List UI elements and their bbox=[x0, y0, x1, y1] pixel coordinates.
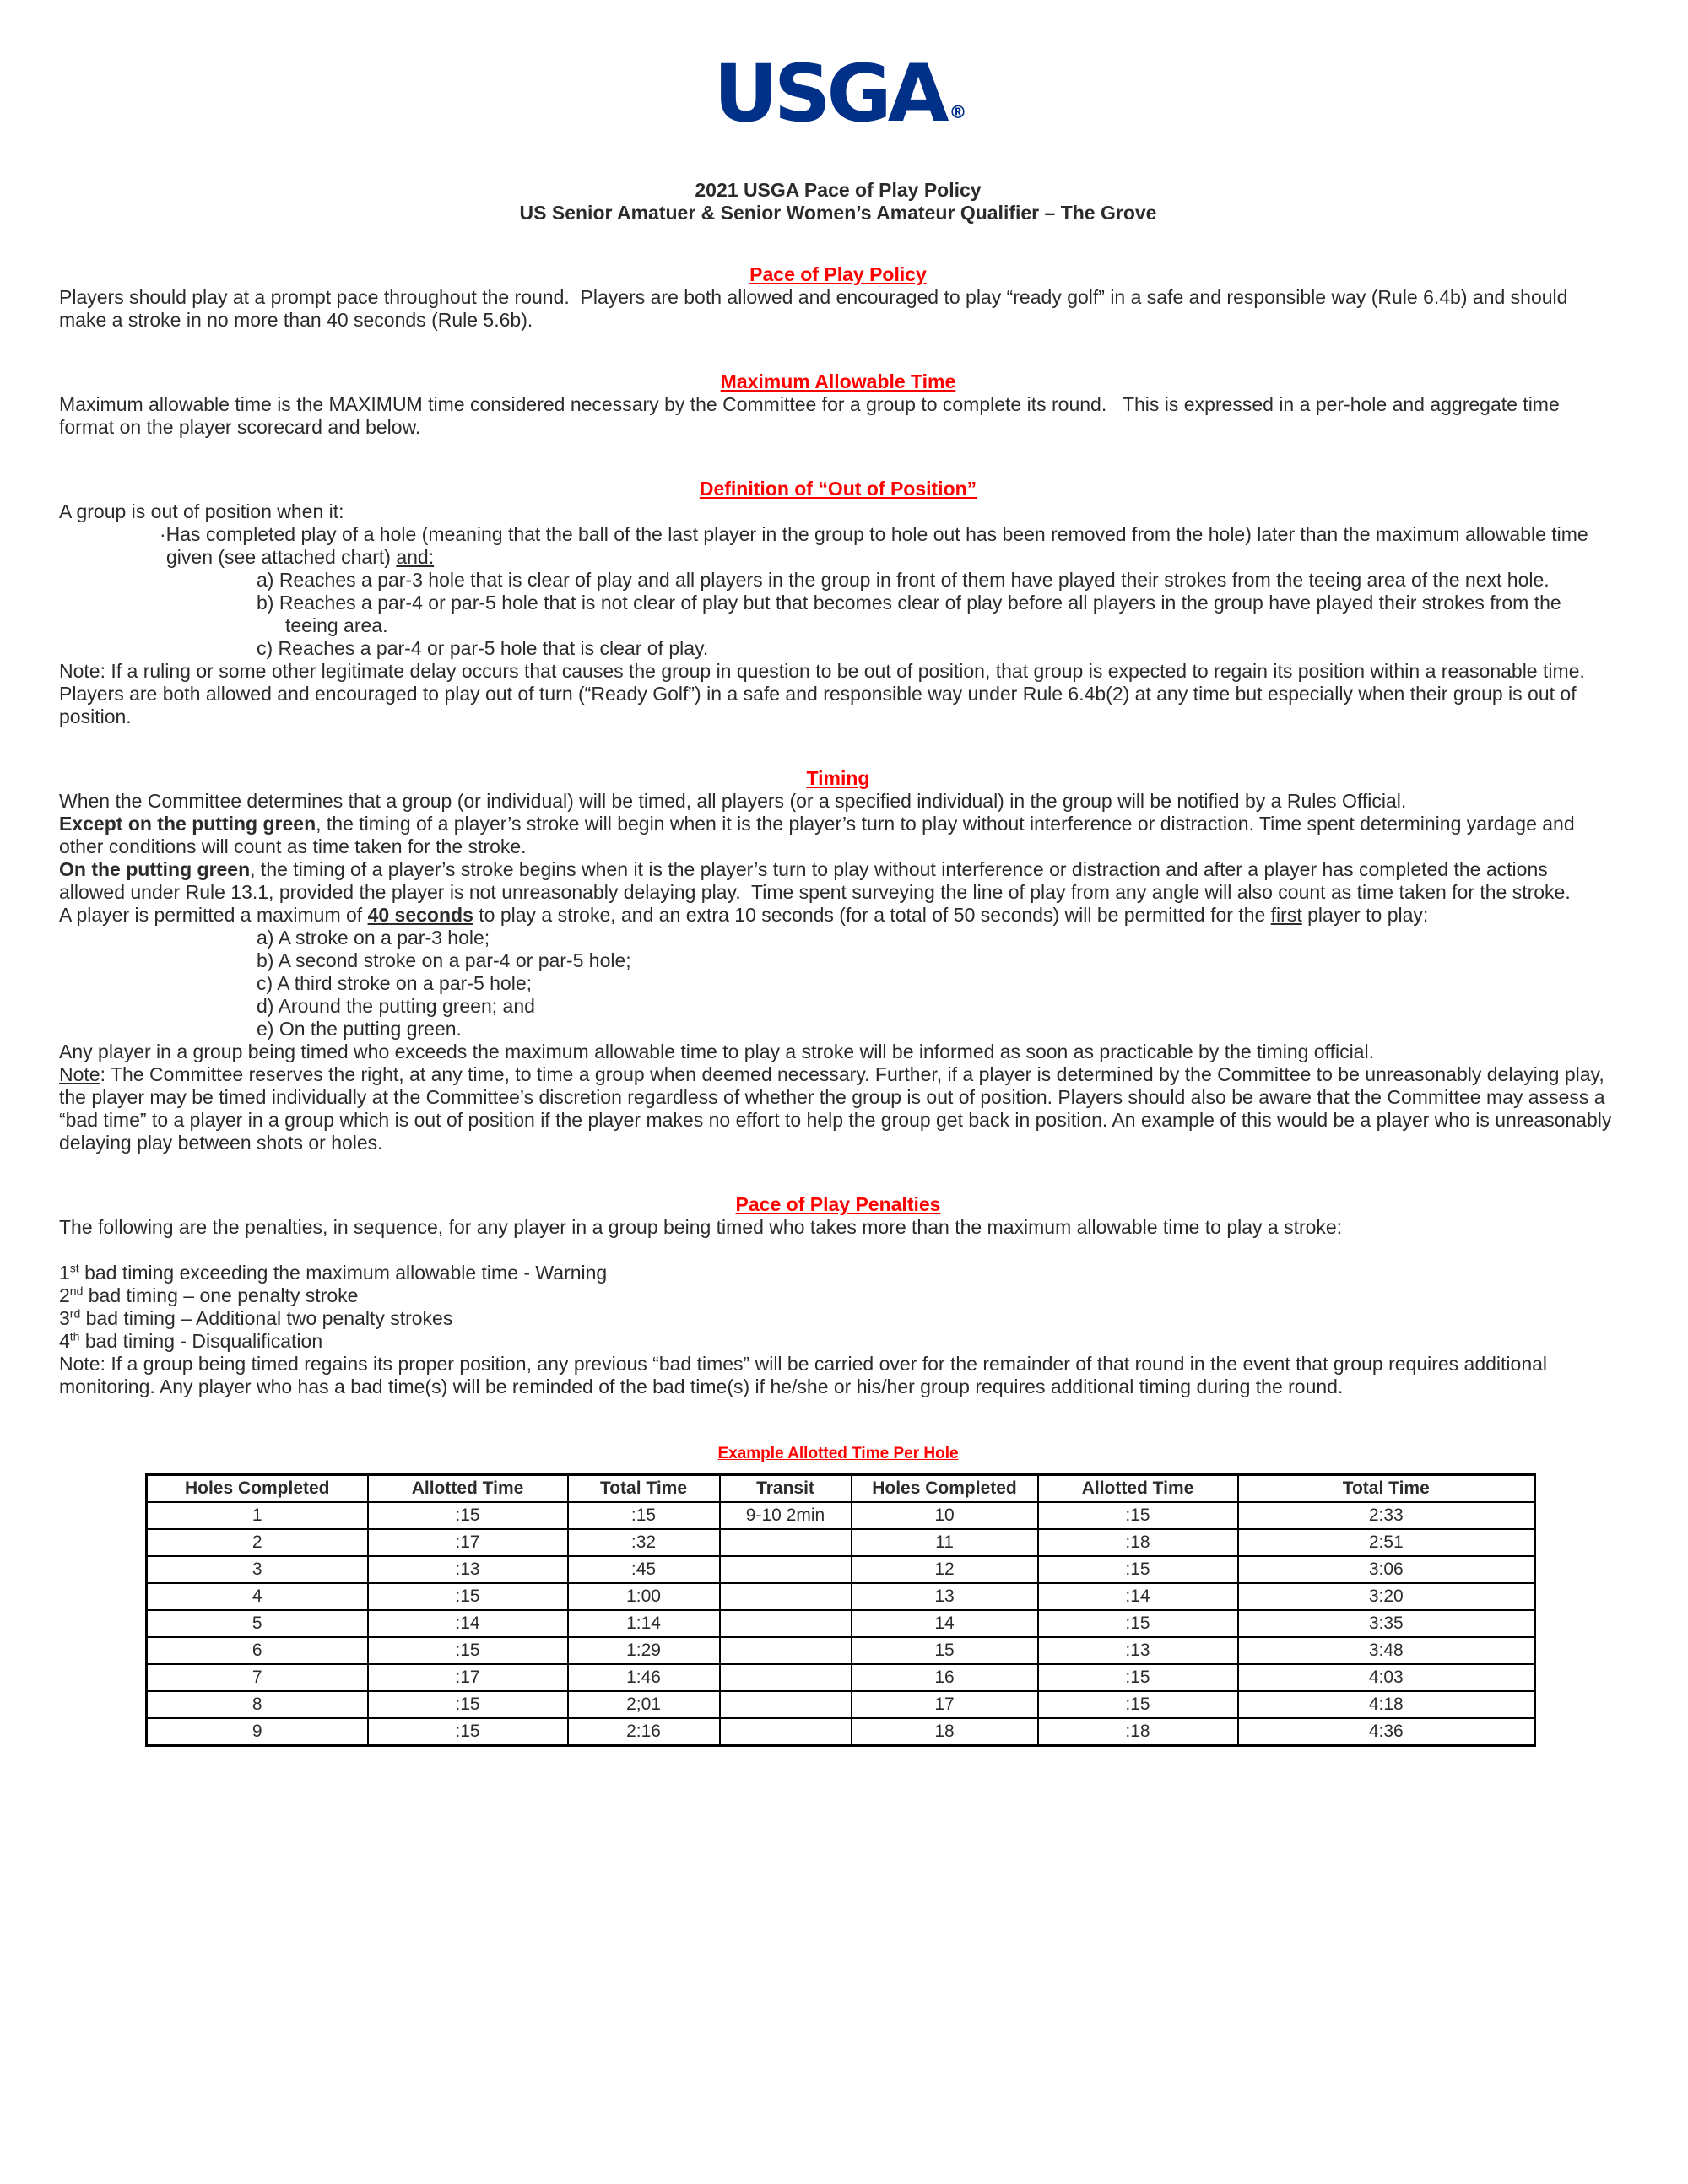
document-header bbox=[59, 48, 1617, 224]
usga-logo bbox=[59, 48, 1617, 150]
out-of-position-item-a: a) Reaches a par-3 hole that is clear of play and all players in the group in front of them have played their strokes from the teeing area of the next hole. bbox=[257, 569, 1550, 591]
time-table-cell: 2 bbox=[147, 1529, 368, 1556]
time-table-cell bbox=[720, 1583, 852, 1610]
time-table-cell: 2:16 bbox=[568, 1718, 720, 1746]
allotted-time-table bbox=[145, 1473, 1536, 1747]
timing-paragraph-2-lead: Except on the putting green bbox=[59, 813, 316, 835]
penalty-2-text: bad timing – one penalty stroke bbox=[83, 1284, 359, 1306]
time-table-cell: :14 bbox=[368, 1610, 568, 1637]
out-of-position-bullet-text: ·Has completed play of a hole (meaning that the ball of the last player in the group to hole out has been removed from the hole) later than the maximum allowable time given (see attached chart) bbox=[160, 523, 1594, 568]
ready-golf-paragraph: Players are both allowed and encouraged to play out of turn (“Ready Golf”) in a safe and responsible way under Rule 6.4b(2) at any time but especially when their group is out of position. bbox=[59, 683, 1582, 727]
time-table-cell: :15 bbox=[368, 1718, 568, 1746]
time-table-cell: :15 bbox=[1038, 1556, 1238, 1583]
timing-paragraph-5: Any player in a group being timed who exceeds the maximum allowable time to play a stroke will be informed as soon as practicable by the timing official. bbox=[59, 1041, 1374, 1062]
registered-trademark-icon: ® bbox=[949, 102, 967, 122]
time-table-row bbox=[147, 1718, 1535, 1746]
time-table-header-cell: Holes Completed bbox=[147, 1475, 368, 1503]
penalty-item-1 bbox=[59, 1262, 1617, 1284]
time-table-cell bbox=[720, 1664, 852, 1691]
penalty-3-text: bad timing – Additional two penalty strokes bbox=[80, 1307, 453, 1329]
out-of-position-bullet-and: and: bbox=[396, 546, 435, 568]
time-table-body bbox=[147, 1502, 1535, 1746]
time-table-cell: :15 bbox=[368, 1637, 568, 1664]
timing-paragraph-4-start: A player is permitted a maximum of bbox=[59, 904, 368, 926]
section-heading-pace-of-play-penalties: Pace of Play Penalties bbox=[735, 1193, 941, 1215]
time-table-cell: 2:51 bbox=[1238, 1529, 1535, 1556]
penalties-note: Note: If a group being timed regains its proper position, any previous “bad times” will be carried over for the remainder of that round in the event that group requires additional monitoring. Any player who has a bad time(s) will be reminded of the bad time(s) if he/she or his/her group requires additional timing during the round. bbox=[59, 1353, 1553, 1397]
timing-paragraph-1: When the Committee determines that a group (or individual) will be timed, all players (or a specified individual) in the group will be notified by a Rules Official. bbox=[59, 790, 1407, 812]
time-table-cell: 3:06 bbox=[1238, 1556, 1535, 1583]
penalty-1-text: bad timing exceeding the maximum allowable time - Warning bbox=[78, 1262, 608, 1284]
timing-paragraph-3 bbox=[59, 858, 1617, 904]
time-table-cell: 5 bbox=[147, 1610, 368, 1637]
timing-paragraph-4-end: player to play: bbox=[1301, 904, 1429, 926]
time-table-cell: :15 bbox=[368, 1583, 568, 1610]
time-table-cell: 9-10 2min bbox=[720, 1502, 852, 1529]
penalty-2-number: 2 bbox=[59, 1284, 70, 1306]
time-table-cell: :15 bbox=[568, 1502, 720, 1529]
penalty-item-2 bbox=[59, 1284, 1617, 1307]
penalties-intro: The following are the penalties, in sequence, for any player in a group being timed who takes more than the maximum allowable time to play a stroke: bbox=[59, 1216, 1343, 1238]
time-table-row bbox=[147, 1502, 1535, 1529]
timing-list-item-b: b) A second stroke on a par-4 or par-5 hole; bbox=[257, 949, 631, 971]
time-table-cell bbox=[720, 1556, 852, 1583]
time-table-cell: 16 bbox=[852, 1664, 1038, 1691]
time-table-cell: 14 bbox=[852, 1610, 1038, 1637]
time-table-row bbox=[147, 1610, 1535, 1637]
time-table-cell: :15 bbox=[1038, 1664, 1238, 1691]
time-table-cell: 4:03 bbox=[1238, 1664, 1535, 1691]
time-table-cell: 8 bbox=[147, 1691, 368, 1718]
time-table-cell: 4 bbox=[147, 1583, 368, 1610]
timing-paragraph-3-lead: On the putting green bbox=[59, 858, 251, 880]
time-table-cell bbox=[720, 1610, 852, 1637]
time-table-row bbox=[147, 1637, 1535, 1664]
time-table-cell: 3:35 bbox=[1238, 1610, 1535, 1637]
time-table-header-cell: Total Time bbox=[568, 1475, 720, 1503]
timing-list-item-a: a) A stroke on a par-3 hole; bbox=[257, 927, 490, 949]
pace-of-play-policy-paragraph: Players should play at a prompt pace throughout the round. Players are both allowed and encouraged to play “ready golf” in a safe and responsible way (Rule 6.4b) and should make a stroke in no more than 40 seconds (Rule 5.6b). bbox=[59, 286, 1573, 331]
usga-logo-text: USGA bbox=[713, 48, 945, 140]
out-of-position-note: Note: If a ruling or some other legitimate delay occurs that causes the group in question to be out of position, that group is expected to regain its position within a reasonable time. bbox=[59, 660, 1585, 682]
penalty-item-4 bbox=[59, 1330, 1617, 1353]
time-table-cell: 1:00 bbox=[568, 1583, 720, 1610]
timing-list-item-e: e) On the putting green. bbox=[257, 1018, 462, 1040]
timing-note-rest: : The Committee reserves the right, at any time, to time a group when deemed necessary. Further, if a player is determined by the Committee to be unreasonably delaying play, the player may be timed individually at the Committee’s discretion regardless of whether the group is out of position. Players should also be aware that the Committee may assess a “bad time” to a player in a group which is out of position if the player makes no effort to help the group get back in position. An example of this would be a player who is unreasonably delaying play between shots or holes. bbox=[59, 1063, 1617, 1154]
timing-first-word: first bbox=[1270, 904, 1302, 926]
timing-40-seconds: 40 seconds bbox=[367, 904, 473, 926]
time-table-cell: 3:20 bbox=[1238, 1583, 1535, 1610]
section-heading-maximum-allowable-time: Maximum Allowable Time bbox=[720, 370, 956, 392]
time-table-cell: 1:14 bbox=[568, 1610, 720, 1637]
section-heading-pace-of-play-policy: Pace of Play Policy bbox=[749, 263, 927, 285]
time-table-cell: 1:46 bbox=[568, 1664, 720, 1691]
out-of-position-bullet bbox=[160, 523, 1617, 569]
penalty-2-ordinal-suffix: nd bbox=[69, 1284, 84, 1298]
time-table-cell: 10 bbox=[852, 1502, 1038, 1529]
time-table-cell: 15 bbox=[852, 1637, 1038, 1664]
section-heading-timing: Timing bbox=[806, 767, 870, 789]
time-table-cell: :17 bbox=[368, 1664, 568, 1691]
time-table-cell bbox=[720, 1718, 852, 1746]
time-table-row bbox=[147, 1583, 1535, 1610]
time-table-cell: 6 bbox=[147, 1637, 368, 1664]
document-title: 2021 USGA Pace of Play Policy bbox=[695, 179, 982, 201]
timing-paragraph-2-rest: , the timing of a player’s stroke will begin when it is the player’s turn to play without interference or distraction. Time spent determining yardage and other conditions will count as time taken for the stroke. bbox=[59, 813, 1581, 857]
time-table-cell bbox=[720, 1529, 852, 1556]
timing-paragraph-3-rest: , the timing of a player’s stroke begins when it is the player’s turn to play without interference or distraction and after a player has completed the actions allowed under Rule 13.1, provided the player is not unreasonably delaying play. Time spent surveying the line of play from any angle will also count as time taken for the stroke. bbox=[59, 858, 1571, 903]
time-table-cell: 13 bbox=[852, 1583, 1038, 1610]
section-heading-out-of-position: Definition of “Out of Position” bbox=[699, 478, 977, 500]
time-table-cell: :15 bbox=[368, 1691, 568, 1718]
time-table-cell: :15 bbox=[1038, 1691, 1238, 1718]
out-of-position-item-b: b) Reaches a par-4 or par-5 hole that is not clear of play but that becomes clear of play before all players in the group have played their strokes from the teeing area. bbox=[257, 592, 1567, 636]
time-table-cell: 12 bbox=[852, 1556, 1038, 1583]
time-table-cell: :32 bbox=[568, 1529, 720, 1556]
time-table-cell: 18 bbox=[852, 1718, 1038, 1746]
penalty-4-text: bad timing - Disqualification bbox=[79, 1330, 323, 1352]
time-table-cell: 3 bbox=[147, 1556, 368, 1583]
time-table-cell: :15 bbox=[1038, 1502, 1238, 1529]
out-of-position-item-c: c) Reaches a par-4 or par-5 hole that is clear of play. bbox=[257, 637, 709, 659]
time-table-cell: 17 bbox=[852, 1691, 1038, 1718]
penalty-item-3 bbox=[59, 1307, 1617, 1330]
time-table-header-cell: Allotted Time bbox=[368, 1475, 568, 1503]
time-table-cell: 4:18 bbox=[1238, 1691, 1535, 1718]
penalty-3-ordinal-suffix: rd bbox=[69, 1306, 81, 1321]
time-table-cell: :14 bbox=[1038, 1583, 1238, 1610]
time-table-cell: :18 bbox=[1038, 1529, 1238, 1556]
time-table-cell: 1:29 bbox=[568, 1637, 720, 1664]
timing-paragraph-2 bbox=[59, 813, 1617, 858]
time-table-row bbox=[147, 1664, 1535, 1691]
allotted-time-table-heading: Example Allotted Time Per Hole bbox=[717, 1445, 959, 1462]
timing-list-item-c: c) A third stroke on a par-5 hole; bbox=[257, 972, 533, 994]
penalty-4-ordinal-suffix: th bbox=[69, 1329, 80, 1343]
time-table-cell bbox=[720, 1691, 852, 1718]
time-table-cell: 2:33 bbox=[1238, 1502, 1535, 1529]
time-table-cell: :13 bbox=[1038, 1637, 1238, 1664]
time-table-header-cell: Holes Completed bbox=[852, 1475, 1038, 1503]
time-table-cell: :13 bbox=[368, 1556, 568, 1583]
time-table-cell: 1 bbox=[147, 1502, 368, 1529]
document-subtitle: US Senior Amatuer & Senior Women’s Amateur Qualifier – The Grove bbox=[519, 202, 1157, 224]
time-table-cell: :18 bbox=[1038, 1718, 1238, 1746]
time-table-cell: :45 bbox=[568, 1556, 720, 1583]
time-table-cell: :17 bbox=[368, 1529, 568, 1556]
time-table-cell bbox=[720, 1637, 852, 1664]
time-table-cell: 9 bbox=[147, 1718, 368, 1746]
time-table-cell: 2;01 bbox=[568, 1691, 720, 1718]
time-table-cell: 11 bbox=[852, 1529, 1038, 1556]
time-table-row bbox=[147, 1691, 1535, 1718]
penalty-1-number: 1 bbox=[59, 1262, 70, 1284]
timing-note-label: Note bbox=[59, 1063, 100, 1085]
time-table-cell: :15 bbox=[368, 1502, 568, 1529]
timing-note bbox=[59, 1063, 1617, 1154]
time-table-cell: :15 bbox=[1038, 1610, 1238, 1637]
time-table-header-cell: Transit bbox=[720, 1475, 852, 1503]
maximum-allowable-time-paragraph: Maximum allowable time is the MAXIMUM time considered necessary by the Committee for a group to complete its round. This is expressed in a per-hole and aggregate time format on the player scorecard and below. bbox=[59, 393, 1566, 438]
penalty-1-ordinal-suffix: st bbox=[69, 1261, 79, 1275]
penalty-3-number: 3 bbox=[59, 1307, 70, 1329]
out-of-position-intro: A group is out of position when it: bbox=[59, 500, 344, 522]
timing-paragraph-4 bbox=[59, 904, 1617, 927]
time-table-row bbox=[147, 1529, 1535, 1556]
time-table-cell: 3:48 bbox=[1238, 1637, 1535, 1664]
time-table-head-row bbox=[147, 1475, 1535, 1503]
timing-list-item-d: d) Around the putting green; and bbox=[257, 995, 535, 1017]
time-table-cell: 7 bbox=[147, 1664, 368, 1691]
timing-paragraph-4-mid: to play a stroke, and an extra 10 seconds (for a total of 50 seconds) will be permitted for the bbox=[473, 904, 1271, 926]
time-table-header-cell: Total Time bbox=[1238, 1475, 1535, 1503]
time-table-row bbox=[147, 1556, 1535, 1583]
time-table-cell: 4:36 bbox=[1238, 1718, 1535, 1746]
time-table-header-cell: Allotted Time bbox=[1038, 1475, 1238, 1503]
penalty-4-number: 4 bbox=[59, 1330, 70, 1352]
